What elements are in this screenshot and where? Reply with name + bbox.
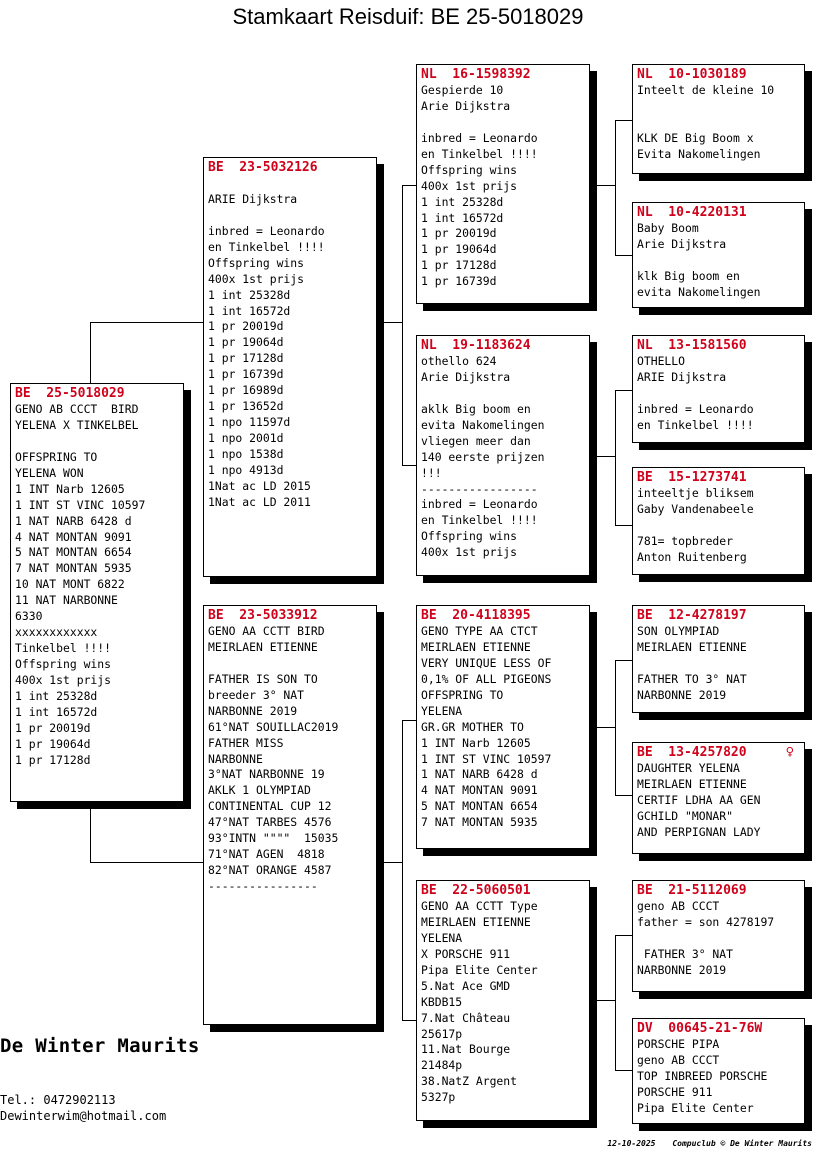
note-line: 47°NAT TARBES 4576 [208,815,332,830]
connector-line [615,255,633,256]
connector-line [615,120,616,255]
note-line: YELENA [421,703,463,718]
pigeon-card-subject [10,383,184,802]
note-line: ---------------- [208,879,318,893]
note-line: GENO AA CCTT BIRD [208,624,325,638]
note-line: 1 pr 20019d [208,319,284,334]
note-line: 1 int 25328d [421,194,504,209]
ring-number: DV 00645-21-76W [637,1021,763,1036]
note-line: inteeltje bliksem [637,486,754,500]
pigeon-card-ddd [632,1018,805,1124]
note-line: AND PERPIGNAN LADY [637,824,761,839]
note-line: 1 INT Narb 12605 [15,481,125,496]
connector-line [590,727,615,728]
note-line: PORSCHE PIPA [637,1037,720,1051]
pigeon-notes [421,899,585,1106]
note-line [637,931,800,947]
pigeon-notes [421,354,585,561]
pigeon-card-dss [632,605,805,713]
connector-line [590,456,615,457]
ring-number: NL 16-1598392 [421,67,531,82]
pigeon-card-sire [203,157,377,577]
note-line: YELENA [421,930,463,945]
note-line: 5 NAT MONTAN 6654 [421,799,538,814]
note-line: othello 624 [421,354,497,368]
ring-number: NL 10-1030189 [637,67,747,82]
note-line: MEIRLAEN ETIENNE [421,914,531,929]
note-line: Arie Dijkstra [421,369,511,384]
note-line: 1 INT ST VINC 10597 [15,497,146,512]
note-line: 1 pr 16739d [208,367,284,382]
note-line: TOP INBREED PORSCHE [637,1068,768,1083]
note-line: 1 pr 19064d [15,736,91,751]
pigeon-notes [637,1037,800,1117]
ring-number: BE 22-5060501 [421,883,531,898]
connector-line [402,185,403,465]
note-line: OFFSPRING TO [421,687,504,702]
note-line: 1 pr 17128d [421,258,497,273]
note-line [637,656,800,672]
note-line: geno AB CCCT [637,1052,720,1067]
note-line: ARIE Dijkstra [637,369,727,384]
note-line: 781= topbreder [637,533,734,548]
note-line: KLK DE Big Boom x [637,130,754,145]
pigeon-card-sire-dam [416,335,590,576]
note-line: evita Nakomelingen [421,417,545,432]
note-line: 400x 1st prijs [15,672,112,687]
pigeon-notes [208,624,372,895]
note-line: evita Nakomelingen [637,284,761,299]
note-line [421,115,585,131]
pigeon-notes [637,624,800,704]
note-line: Offspring wins [15,657,112,671]
note-line: 1 INT ST VINC 10597 [421,751,552,766]
pigeon-card-sss [632,64,805,174]
note-line: 1 pr 13652d [208,399,284,414]
ring-number: NL 19-1183624 [421,338,531,353]
note-line: 1Nat ac LD 2011 [208,494,311,509]
note-line: Arie Dijkstra [421,98,511,113]
note-line: FATHER IS SON TO [208,671,318,686]
note-line: NARBONNE 2019 [637,687,727,702]
pigeon-notes [637,354,800,434]
note-line: GENO AA CCTT Type [421,899,538,913]
owner-phone: Tel.: 0472902113 [0,1093,116,1107]
owner-email[interactable]: Dewinterwim@hotmail.com [0,1109,167,1123]
note-line: X PORSCHE 911 [421,946,511,961]
connector-line [402,720,417,721]
footer-date: 12-10-2025 [607,1139,656,1148]
note-line: Offspring wins [208,255,305,270]
note-line: FATHER MISS [208,735,284,750]
note-line [208,208,372,224]
note-line: 1 pr 19064d [208,335,284,350]
connector-line [90,322,204,323]
connector-line [377,322,402,323]
note-line: 1 npo 1538d [208,446,284,461]
connector-line [615,935,633,936]
note-line: 11 NAT NARBONNE [15,593,118,608]
note-line: father = son 4278197 [637,914,775,929]
note-line: Inteelt de kleine 10 [637,83,775,97]
note-line: 61°NAT SOUILLAC2019 [208,719,339,734]
pigeon-card-dam-sire [416,605,590,849]
note-line: 7 NAT MONTAN 5935 [421,815,538,830]
note-line: 38.NatZ Argent [421,1074,518,1089]
note-line: 1 int 25328d [208,287,291,302]
owner-name: De Winter Maurits [0,1035,200,1057]
note-line: !!! [421,465,442,480]
ring-number: BE 13-4257820 [637,745,747,760]
pigeon-notes [637,83,800,163]
note-line: 6330 [15,609,43,624]
note-line [637,99,800,115]
pigeon-card-sds [632,335,805,443]
note-line: GR.GR MOTHER TO [421,719,524,734]
note-line [15,434,179,450]
page-title: Stamkaart Reisduif: BE 25-5018029 [232,4,584,29]
note-line: 1 int 16572d [208,303,291,318]
note-line: klk Big boom en [637,268,740,283]
note-line: YELENA X TINKELBEL [15,417,139,432]
pigeon-notes [15,402,179,769]
connector-line [615,660,616,795]
connector-line [90,802,91,862]
note-line: NARBONNE [208,751,263,766]
note-line [637,253,800,269]
note-line: 1 pr 16989d [208,383,284,398]
note-line: GENO TYPE AA CTCT [421,624,538,638]
note-line: OFFSPRING TO [15,449,98,464]
note-line: GENO AB CCCT BIRD [15,402,139,416]
note-line: 1 NAT NARB 6428 d [15,513,132,528]
pigeon-notes [208,176,372,511]
connector-line [615,660,633,661]
note-line: Anton Ruitenberg [637,549,747,564]
note-line: inbred = Leonardo [421,130,538,145]
note-line: 25617p [421,1026,463,1041]
note-line: 1 npo 4913d [208,462,284,477]
note-line: OTHELLO [637,354,686,368]
pigeon-notes [637,899,800,979]
note-line: CERTIF LDHA AA GEN [637,792,761,807]
note-line: Arie Dijkstra [637,236,727,251]
pigeon-notes [637,221,800,301]
note-line: 1 pr 17128d [15,752,91,767]
note-line: 7.Nat Château [421,1010,511,1025]
note-line: inbred = Leonardo [637,401,754,416]
connector-line [377,862,402,863]
connector-line [615,795,633,796]
note-line: en Tinkelbel !!!! [208,239,325,254]
note-line: 1 INT Narb 12605 [421,735,531,750]
note-line: Evita Nakomelingen [637,146,761,161]
note-line [208,656,372,672]
note-line: 11.Nat Bourge [421,1042,511,1057]
ring-number: BE 12-4278197 [637,608,747,623]
note-line: 93°INTN """" 15035 [208,831,339,846]
connector-line [402,465,417,466]
connector-line [590,1000,615,1001]
note-line [637,386,800,402]
note-line: FATHER 3° NAT [637,946,734,961]
note-line: 3°NAT NARBONNE 19 [208,767,325,782]
note-line: Pipa Elite Center [637,1100,754,1115]
female-symbol-icon: ♀ [785,744,794,760]
note-line: 400x 1st prijs [208,271,305,286]
note-line: VERY UNIQUE LESS OF [421,655,552,670]
note-line: Baby Boom [637,221,699,235]
note-line [637,518,800,534]
connector-line [402,720,403,1020]
note-line: 1 pr 16739d [421,274,497,289]
note-line: 1 int 16572d [15,704,98,719]
note-line [637,115,800,131]
note-line: 1 NAT NARB 6428 d [421,767,538,782]
note-line: 82°NAT ORANGE 4587 [208,863,332,878]
connector-line [90,862,204,863]
note-line: 1 pr 19064d [421,242,497,257]
note-line: 400x 1st prijs [421,178,518,193]
note-line: 5.Nat Ace GMD [421,978,511,993]
note-line: aklk Big boom en [421,401,531,416]
note-line: geno AB CCCT [637,899,720,913]
note-line: 1 pr 20019d [421,226,497,241]
note-line [421,386,585,402]
pigeon-notes [637,486,800,566]
note-line: Gespierde 10 [421,83,504,97]
ring-number: NL 13-1581560 [637,338,747,353]
note-line: 5327p [421,1090,456,1105]
pigeon-card-dam [203,605,377,1025]
note-line: Offspring wins [421,529,518,544]
pigeon-notes [421,83,585,290]
footer [595,1139,812,1148]
connector-line [615,935,616,1070]
note-line: FATHER TO 3° NAT [637,671,747,686]
connector-line [590,185,615,186]
note-line [208,176,372,192]
ring-number: BE 23-5033912 [208,608,318,623]
pigeon-card-dsd [632,742,805,854]
note-line: 400x 1st prijs [421,545,518,560]
note-line: breeder 3° NAT [208,687,305,702]
connector-line [615,525,633,526]
ring-number: BE 20-4118395 [421,608,531,623]
note-line: MEIRLAEN ETIENNE [421,639,531,654]
note-line: GCHILD "MONAR" [637,808,734,823]
note-line: 140 eerste prijzen [421,449,545,464]
note-line: KBDB15 [421,994,463,1009]
note-line: 1 int 25328d [15,688,98,703]
footer-credit: Compuclub © De Winter Maurits [672,1139,812,1148]
note-line: 1 pr 20019d [15,720,91,735]
note-line: DAUGHTER YELENA [637,761,740,775]
note-line: Offspring wins [421,162,518,177]
pigeon-card-dam-dam [416,880,590,1121]
note-line: 1 pr 17128d [208,351,284,366]
note-line: Tinkelbel !!!! [15,641,112,656]
note-line: MEIRLAEN ETIENNE [637,776,747,791]
note-line: MEIRLAEN ETIENNE [208,639,318,654]
note-line: AKLK 1 OLYMPIAD [208,783,311,798]
connector-line [615,120,633,121]
ring-number: BE 21-5112069 [637,883,747,898]
note-line: xxxxxxxxxxxx [15,625,98,640]
note-line: 1Nat ac LD 2015 [208,478,311,493]
note-line: 4 NAT MONTAN 9091 [421,783,538,798]
note-line: 4 NAT MONTAN 9091 [15,529,132,544]
note-line: 1 npo 2001d [208,431,284,445]
note-line: 21484p [421,1058,463,1073]
note-line: ARIE Dijkstra [208,191,298,206]
note-line: ----------------- [421,481,538,496]
note-line: YELENA WON [15,465,84,480]
ring-number: BE 23-5032126 [208,160,318,175]
note-line: CONTINENTAL CUP 12 [208,799,332,814]
pigeon-card-sire-sire [416,64,590,304]
note-line: 1 int 16572d [421,210,504,225]
pigeon-card-dds [632,880,805,992]
connector-line [615,390,616,525]
ring-number: BE 25-5018029 [15,386,125,401]
note-line: en Tinkelbel !!!! [421,513,538,528]
pigeon-card-sdd [632,467,805,575]
note-line: en Tinkelbel !!!! [421,146,538,161]
note-line: 10 NAT MONT 6822 [15,577,125,592]
note-line: 0,1% OF ALL PIGEONS [421,671,552,686]
note-line: 5 NAT MONTAN 6654 [15,545,132,560]
note-line: NARBONNE 2019 [208,703,298,718]
connector-line [90,322,91,384]
connector-line [615,1070,633,1071]
connector-line [402,185,417,186]
note-line: Gaby Vandenabeele [637,501,754,516]
pigeon-notes [637,761,800,841]
note-line: 1 npo 11597d [208,415,291,430]
note-line: inbred = Leonardo [208,223,325,238]
note-line: 71°NAT AGEN 4818 [208,847,325,862]
note-line: MEIRLAEN ETIENNE [637,639,747,654]
note-line: 7 NAT MONTAN 5935 [15,561,132,576]
ring-number: NL 10-4220131 [637,205,747,220]
note-line: inbred = Leonardo [421,497,538,512]
connector-line [615,390,633,391]
note-line: SON OLYMPIAD [637,624,720,638]
ring-number: BE 15-1273741 [637,470,747,485]
note-line: PORSCHE 911 [637,1084,713,1099]
pigeon-notes [421,624,585,831]
pigeon-card-ssd [632,202,805,308]
connector-line [402,1020,417,1021]
note-line: Pipa Elite Center [421,962,538,977]
note-line: NARBONNE 2019 [637,962,727,977]
note-line: en Tinkelbel !!!! [637,417,754,432]
note-line: vliegen meer dan [421,433,531,448]
